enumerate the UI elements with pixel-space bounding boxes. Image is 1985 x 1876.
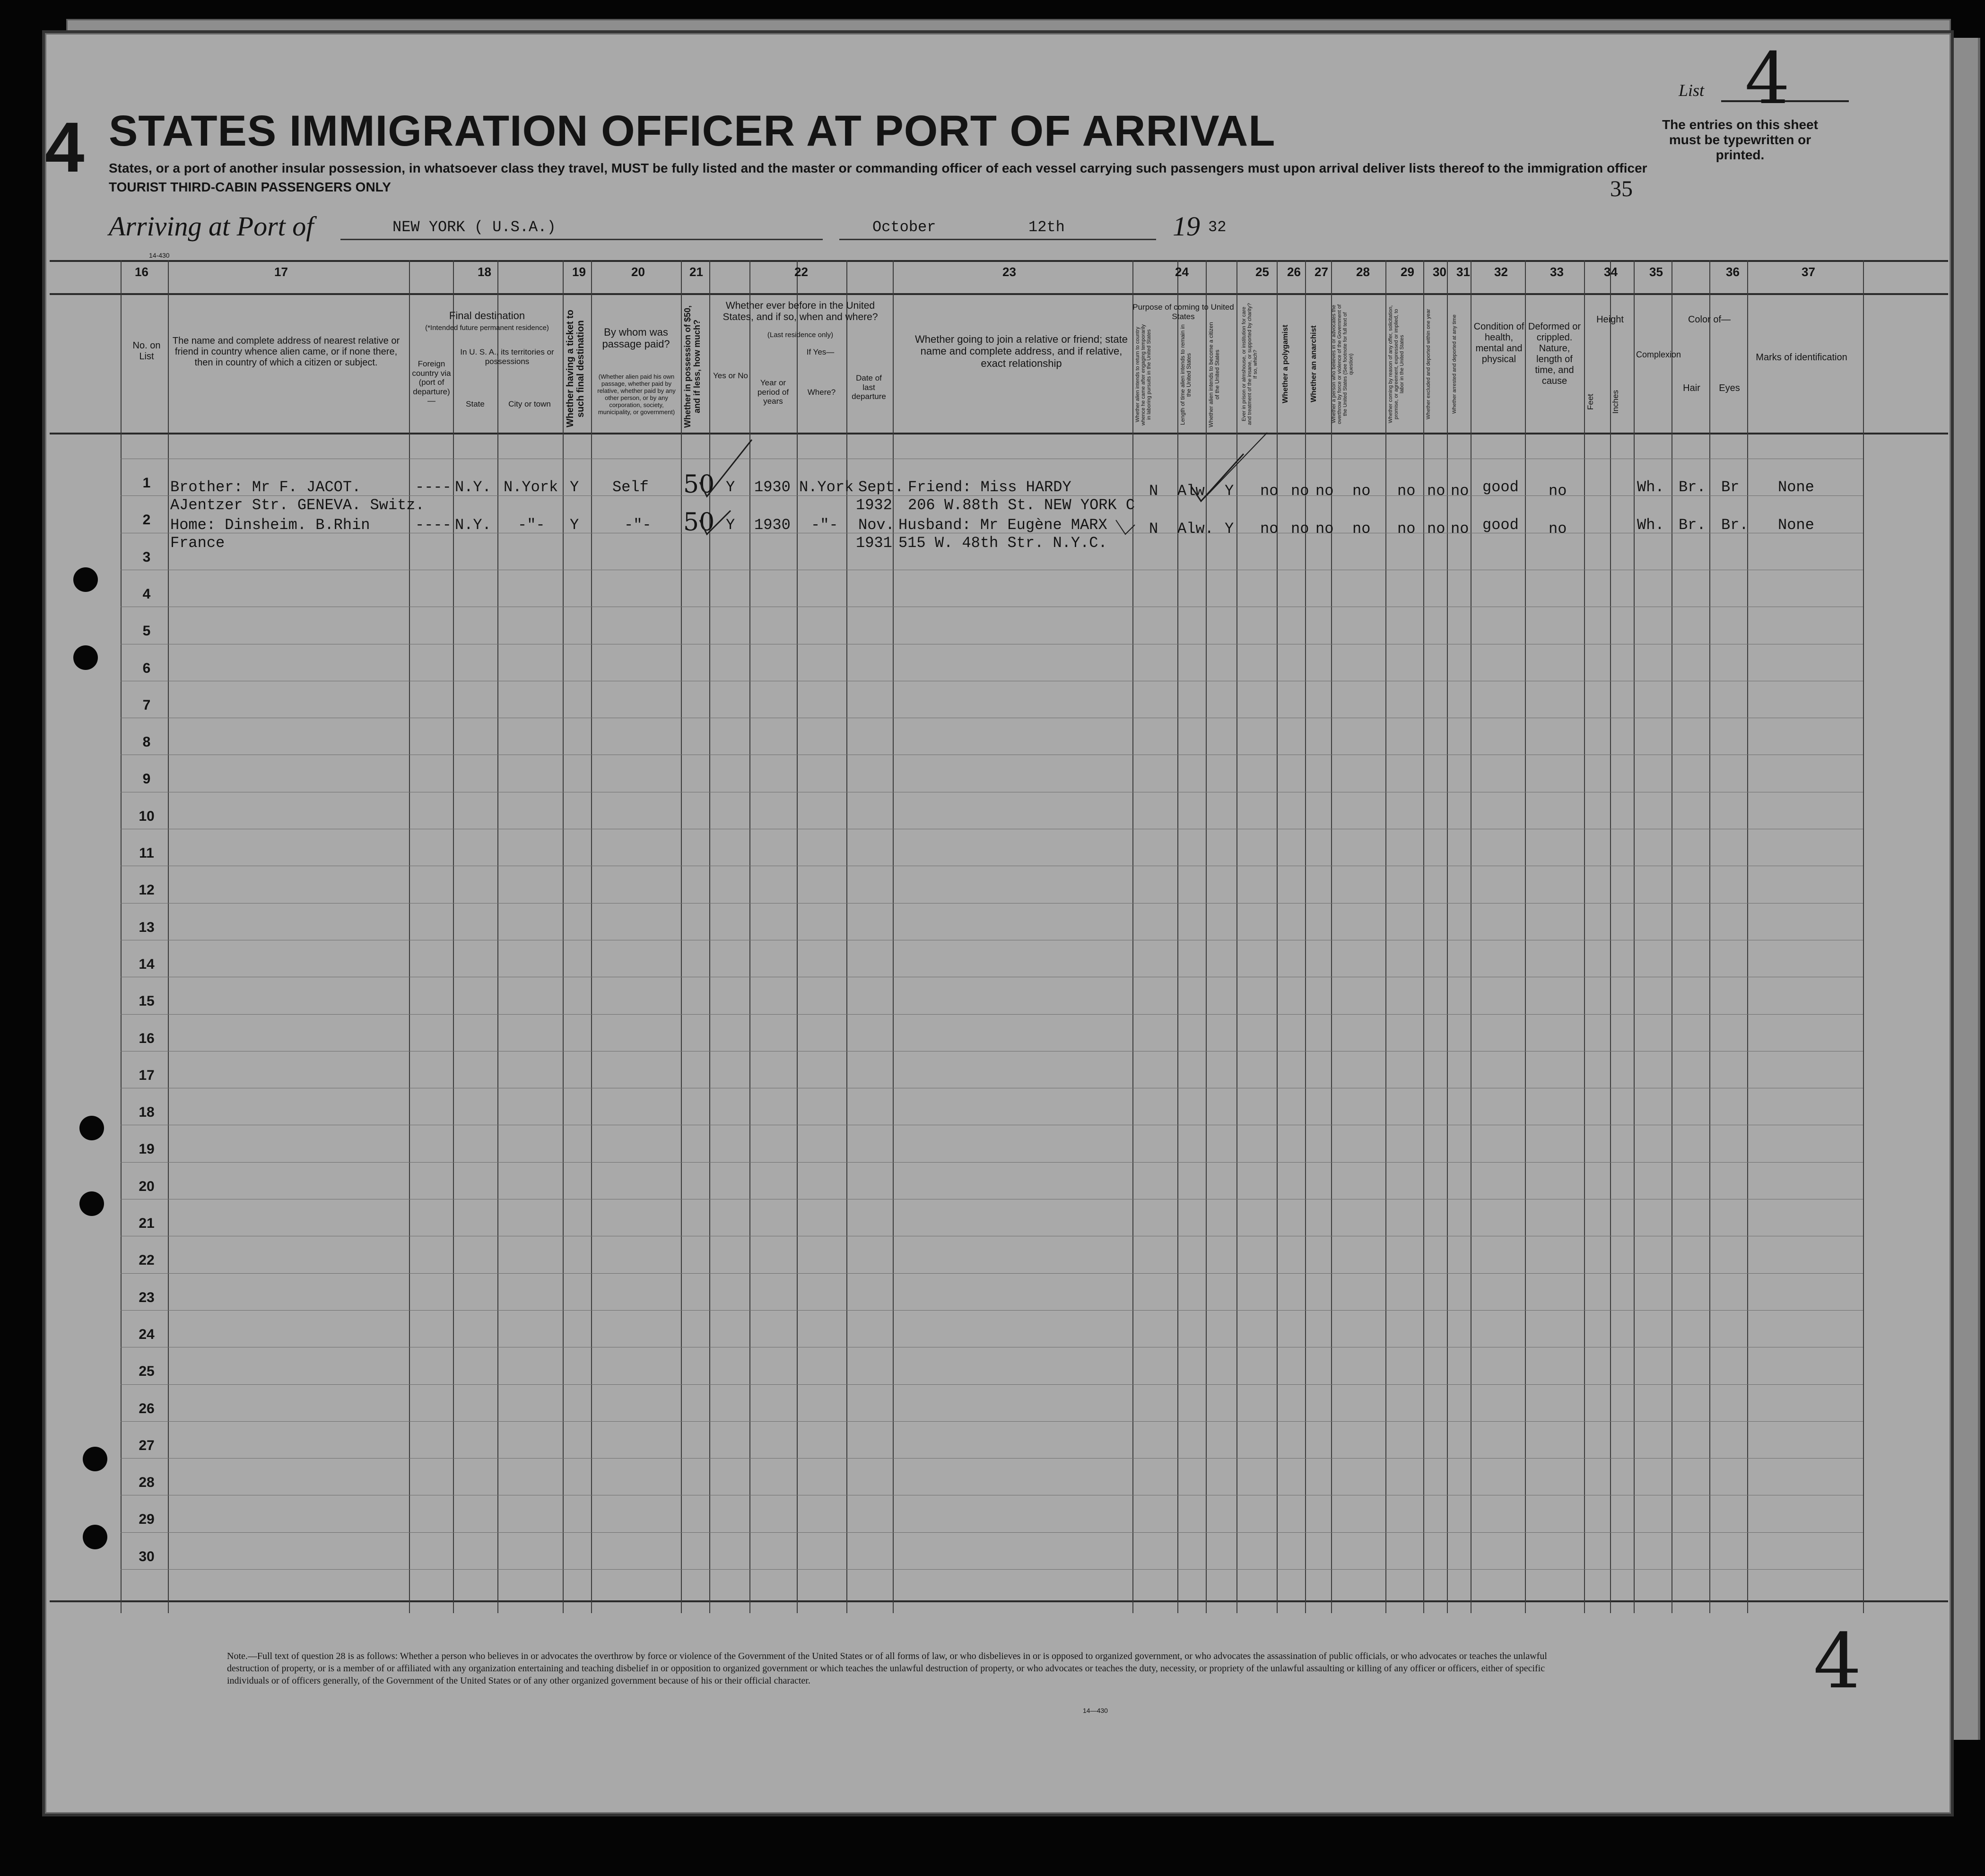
column-number: 18	[478, 265, 491, 279]
header-joining: Whether going to join a relative or friend; state name and complete address, and if relative, exact relationship	[914, 333, 1128, 369]
header-marks: Marks of identification	[1756, 352, 1847, 363]
row-number: 24	[139, 1327, 155, 1342]
year-prefix: 19	[1173, 211, 1200, 242]
column-number: 37	[1802, 265, 1815, 279]
header-prison: Ever in prison or almshouse, or institution for care and treatment of the insane, or supported by charity? If so, which?	[1241, 303, 1259, 426]
column-number: 35	[1649, 265, 1663, 279]
entry-2-state: N.Y.	[455, 516, 491, 534]
entry-2-purpose: N	[1149, 520, 1158, 538]
header-no-on-list: No. on List	[132, 340, 161, 362]
row-number: 3	[142, 549, 151, 565]
header-final-destination-note: (*Intended future permanent residence)	[425, 324, 549, 332]
row-number: 5	[142, 623, 151, 639]
list-number: 4	[1745, 38, 1790, 120]
entry-2-q30: no	[1427, 520, 1445, 538]
entry-2-ever-before: Y	[726, 516, 735, 534]
header-ticket: Whether having a ticket to such final destination	[565, 310, 586, 428]
header-color-of: Color of—	[1688, 314, 1731, 325]
column-number: 20	[631, 265, 645, 279]
header-possession-50: Whether in possession of $50, and if less, how much?	[683, 305, 702, 428]
column-number: 36	[1726, 265, 1740, 279]
header-date-departure: Date of last departure	[852, 373, 886, 401]
entry-2-relative-address: France	[170, 534, 225, 552]
header-last-residence: (Last residence only)	[767, 331, 834, 339]
header-where: Where?	[807, 388, 836, 397]
header-q31: Whether arrested and deported at any time	[1452, 314, 1457, 414]
entry-2-departure: Nov.	[858, 516, 895, 534]
entry-2-money: 50	[683, 508, 715, 537]
typewritten-note: The entries on this sheet must be typewritten or printed.	[1662, 117, 1818, 163]
row-number: 28	[139, 1475, 155, 1490]
column-number: 19	[572, 265, 586, 279]
entry-1-length: Alw	[1177, 482, 1205, 500]
row-number: 19	[139, 1141, 155, 1157]
entry-1-ever-before: Y	[726, 478, 735, 496]
entry-2-foreign: ----	[415, 516, 452, 534]
entry-1-relative-address: AJentzer Str. GENEVA. Switz.	[170, 496, 425, 514]
entry-2-length: Alw.	[1177, 520, 1214, 538]
page-number: 35	[1610, 176, 1633, 201]
row-number: 22	[139, 1252, 155, 1268]
entry-1-complexion: Wh.	[1637, 478, 1664, 496]
column-number: 32	[1494, 265, 1508, 279]
header-polygamist: Whether a polygamist	[1281, 324, 1289, 404]
header-q28: Whether a person who believes in or advocates the overthrow by force or violence of the Government of the United States (See footnote for full text of question)	[1331, 304, 1354, 424]
row-number: 7	[142, 697, 151, 713]
column-number: 30	[1433, 265, 1446, 279]
entry-2-complexion: Wh.	[1637, 516, 1664, 534]
header-final-destination: Final destination	[449, 310, 525, 321]
header-q30: Whether excluded and deported within one year	[1426, 309, 1431, 419]
row-number: 21	[139, 1216, 155, 1231]
header-eyes: Eyes	[1719, 383, 1740, 393]
column-number: 33	[1550, 265, 1564, 279]
header-year-period: Year or period of years	[757, 378, 789, 406]
header-q29: Whether coming by reason of any offer, solicitation, promise, or agreement, expressed or implied, to labor in the United States	[1388, 305, 1405, 423]
entry-1-deformed: no	[1549, 482, 1567, 500]
entry-1-where: N.York	[799, 478, 854, 496]
header-hair: Hair	[1683, 383, 1700, 393]
list-label: List	[1679, 81, 1705, 100]
header-complexion: Complexion	[1636, 350, 1681, 359]
entry-1-health: good	[1482, 478, 1519, 496]
column-number: 28	[1356, 265, 1370, 279]
column-number: 27	[1315, 265, 1328, 279]
entry-1-relative: Brother: Mr F. JACOT.	[170, 478, 361, 496]
entry-2-joining: Husband: Mr Eugène MARX	[898, 516, 1107, 534]
column-number: 24	[1175, 265, 1189, 279]
entry-1-ticket: Y	[570, 478, 579, 496]
row-number: 11	[139, 845, 154, 861]
entry-1-city: N.York	[504, 478, 558, 496]
entry-2-departure-year: 1931	[856, 534, 892, 552]
entry-2-q28: no	[1352, 520, 1371, 538]
row-number: 25	[139, 1364, 155, 1379]
row-number: 13	[139, 920, 155, 935]
row-number: 14	[139, 956, 155, 972]
row-number: 17	[139, 1068, 155, 1083]
column-number: 22	[794, 265, 808, 279]
header-purpose: Purpose of coming to United States	[1132, 303, 1234, 321]
footer-form-code: 14—430	[1083, 1707, 1108, 1714]
entry-2-hair: Br.	[1679, 516, 1706, 534]
column-number: 21	[689, 265, 703, 279]
header-if-yes: If Yes—	[806, 347, 835, 356]
arriving-label: Arriving at Port of	[109, 211, 314, 242]
header-deformed: Deformed or crippled. Nature, length of time, and cause	[1528, 321, 1581, 386]
header-by-whom: By whom was passage paid?	[602, 326, 670, 350]
entry-1-q31: no	[1451, 482, 1469, 500]
entry-1-money: 50	[683, 470, 715, 499]
row-number: 18	[139, 1104, 155, 1120]
row-number: 10	[139, 808, 155, 824]
header-nearest-relative: The name and complete address of nearest relative or friend in country whence alien came, or if none there, then in country of which a citizen or subject.	[172, 336, 400, 368]
row-number: 9	[142, 771, 151, 787]
header-purpose-return: Whether alien intends to return to country whence he came after engaging temporarily in laboring pursuits in the United States	[1135, 324, 1152, 426]
row-number: 15	[139, 993, 155, 1009]
entry-1-q30: no	[1427, 482, 1445, 500]
entry-1-q28: no	[1352, 482, 1371, 500]
port-value: NEW YORK ( U.S.A.)	[392, 218, 556, 236]
header-purpose-citizen: Whether alien intends to become a citizen of the United States	[1208, 322, 1221, 427]
column-number: 16	[135, 265, 148, 279]
row-number: 23	[139, 1290, 155, 1305]
entry-1-eyes: Br	[1721, 478, 1740, 496]
header-anarchist: Whether an anarchist	[1310, 325, 1318, 403]
column-number: 34	[1604, 265, 1618, 279]
header-city: City or town	[508, 400, 551, 408]
header-inches: Inches	[1611, 390, 1620, 414]
entry-2-year: 1930	[754, 516, 791, 534]
row-number: 8	[142, 734, 151, 750]
entry-2-city: -"-	[518, 516, 545, 534]
entry-1-q29: no	[1397, 482, 1416, 500]
header-by-whom-note: (Whether alien paid his own passage, whether paid by relative, whether paid by any other person, or by any corporation, society, municipality, or government)	[597, 373, 676, 416]
entry-1-state: N.Y.	[455, 478, 491, 496]
margin-list-mark: 4	[45, 107, 85, 187]
entry-2-marks: None	[1778, 516, 1814, 534]
header-in-usa: In U. S. A., its territories or possessions	[460, 347, 554, 366]
entry-2-joining-address: 515 W. 48th Str. N.Y.C.	[898, 534, 1107, 552]
day-value: 12th	[1028, 218, 1065, 236]
column-number: 31	[1456, 265, 1470, 279]
entry-1-joining: Friend: Miss HARDY	[908, 478, 1071, 496]
entry-1-joining-address: 206 W.88th St. NEW YORK C	[908, 496, 1135, 514]
entry-2-relative: Home: Dinsheim. B.Rhin	[170, 516, 370, 534]
column-number: 23	[1002, 265, 1016, 279]
form-code: 14-430	[149, 252, 170, 259]
header-ever-before: Whether ever before in the United States, and if so, when and where?	[723, 300, 878, 323]
entry-2-polygamist: no	[1291, 520, 1309, 538]
column-number: 25	[1255, 265, 1269, 279]
row-number: 12	[139, 882, 155, 898]
footer-list-mark: 4	[1813, 1617, 1862, 1705]
entry-1-paid-by: Self	[612, 478, 649, 496]
row-number: 1	[142, 475, 151, 491]
class-text: TOURIST THIRD-CABIN PASSENGERS ONLY	[109, 180, 391, 194]
row-number: 16	[139, 1031, 155, 1046]
entry-2-deformed: no	[1549, 520, 1567, 538]
entry-1-departure-year: 1932	[856, 496, 892, 514]
entry-1-purpose: N	[1149, 482, 1158, 500]
entry-1-prison: no	[1260, 482, 1279, 500]
intro-text: States, or a port of another insular possession, in whatsoever class they travel, MUST be fully listed and the master or commanding officer of each vessel carrying such passengers must upon arrival deliver lists thereof to the immigration officer	[109, 161, 1647, 175]
footnote-question-28: Note.—Full text of question 28 is as follows: Whether a person who believes in or advocates the overthrow by force or violence of the Government of the United States or of all forms of law, or who disbelieves in or is opposed to organized government, or who advocates the assassination of public officials, or who advocates or teaches the unlawful destruction of property, or is a member of or affiliated with any organization entertaining and teaching disbelief in or opposition to organized government or which teaches the unlawful destruction of property, or who advocates or teaches the duty, necessity, or propriety of the unlawful assaulting or killing of any officer or officers, either of specific individuals or of officers generally, of the Government of the United States or of any other organized government because of his or their official character.	[227, 1651, 1547, 1686]
entry-2-q31: no	[1451, 520, 1469, 538]
entry-2-q29: no	[1397, 520, 1416, 538]
row-number: 6	[142, 660, 151, 676]
header-yes-or-no: Yes or No	[713, 371, 749, 380]
row-number: 20	[139, 1179, 155, 1194]
entry-1-hair: Br.	[1679, 478, 1706, 496]
header-foreign-country: Foreign country via (port of departure)—	[412, 359, 451, 406]
header-height: Height	[1596, 314, 1624, 325]
row-number: 29	[139, 1511, 155, 1527]
entry-2-citizen: Y	[1225, 520, 1234, 538]
entry-1-year: 1930	[754, 478, 791, 496]
entry-1-anarchist: no	[1315, 482, 1334, 500]
entry-1-citizen: Y	[1225, 482, 1234, 500]
row-number: 30	[139, 1549, 155, 1564]
header-health: Condition of health, mental and physical	[1473, 321, 1524, 365]
entry-1-departure: Sept.	[858, 478, 904, 496]
entry-2-paid-by: -"-	[624, 516, 652, 534]
header-feet: Feet	[1586, 393, 1595, 410]
row-number: 27	[139, 1438, 155, 1453]
row-number: 26	[139, 1401, 155, 1416]
header-purpose-length: Length of time alien intends to remain in the United States	[1179, 324, 1193, 425]
column-number: 29	[1401, 265, 1414, 279]
entry-1-foreign: ----	[415, 478, 452, 496]
row-number: 2	[142, 512, 151, 528]
column-number: 26	[1287, 265, 1301, 279]
year-suffix: 32	[1208, 218, 1227, 236]
entry-2-anarchist: no	[1315, 520, 1334, 538]
page-title: STATES IMMIGRATION OFFICER AT PORT OF ARRIVAL	[109, 107, 1276, 155]
entry-1-marks: None	[1778, 478, 1814, 496]
entry-2-where: -"-	[811, 516, 838, 534]
entry-1-polygamist: no	[1291, 482, 1309, 500]
month-value: October	[872, 218, 936, 236]
header-state: State	[466, 400, 485, 408]
entry-2-health: good	[1482, 516, 1519, 534]
entry-2-eyes: Br.	[1721, 516, 1749, 534]
entry-2-ticket: Y	[570, 516, 579, 534]
column-number: 17	[274, 265, 288, 279]
row-number: 4	[142, 586, 151, 602]
entry-2-prison: no	[1260, 520, 1279, 538]
